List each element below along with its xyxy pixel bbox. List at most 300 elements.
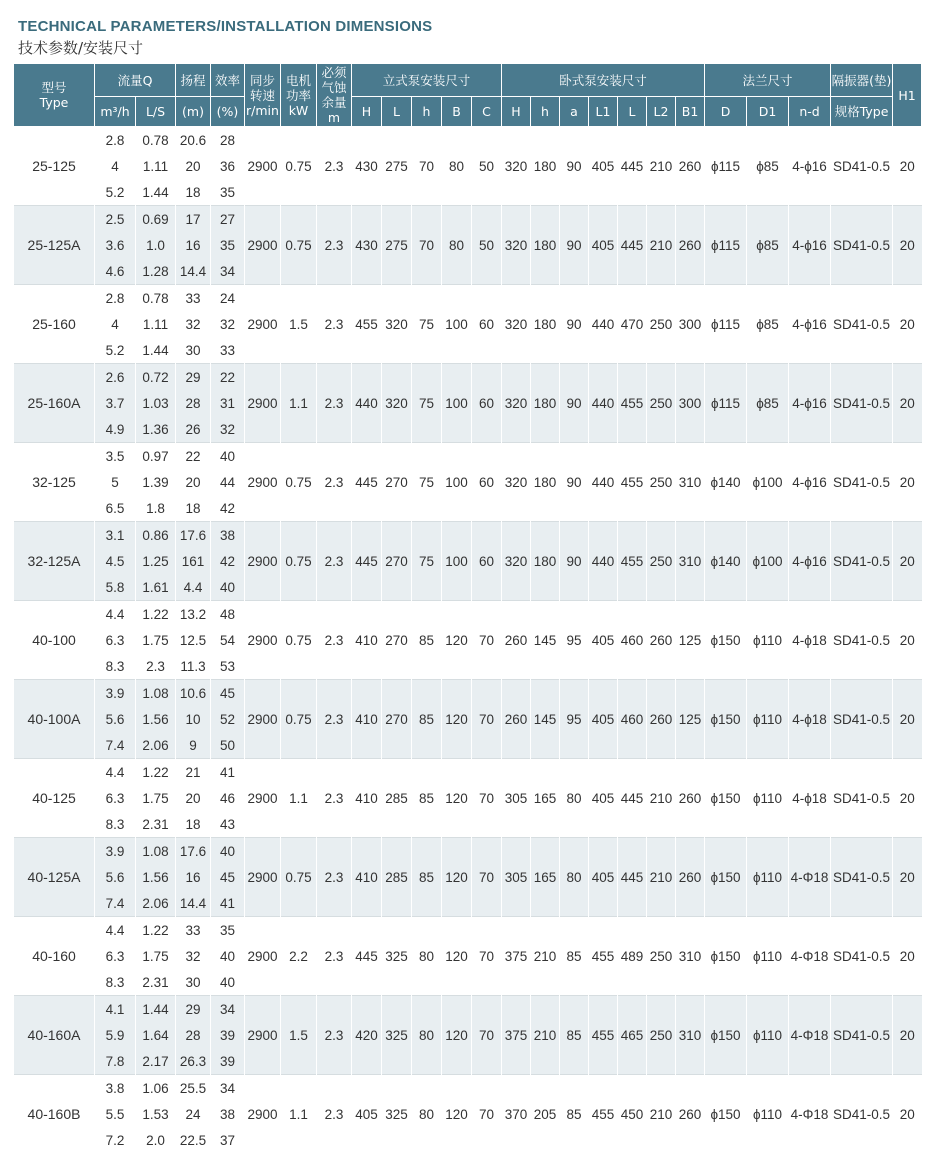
cell-vertical-dim: 85: [412, 680, 442, 759]
cell-vertical-dim: 430: [352, 206, 382, 285]
cell-flow-m3h: 6.3: [95, 627, 136, 653]
header-h-col: L1: [589, 97, 618, 127]
cell-eff: 22: [211, 364, 245, 391]
cell-horizontal-dim: 310: [676, 443, 705, 522]
table-row: [14, 838, 922, 865]
cell-head: 33: [176, 285, 211, 312]
cell-eff: 33: [211, 337, 245, 364]
header-speed-label: 同步转速: [249, 72, 275, 103]
cell-isolator: SD41-0.5: [831, 522, 893, 601]
header-npsh-label: 必须气蚀余量: [321, 65, 347, 110]
cell-horizontal-dim: 210: [647, 206, 676, 285]
table-row: [14, 601, 922, 628]
cell-vertical-dim: 70: [472, 759, 502, 838]
cell-flange-dim: ϕ85: [747, 285, 789, 364]
pump-group: [14, 364, 922, 443]
cell-flange-dim: ϕ110: [747, 1075, 789, 1154]
pump-group: [14, 206, 922, 285]
pump-group: [14, 127, 922, 206]
cell-type: 25-125A: [14, 206, 95, 285]
cell-npsh: 2.3: [317, 759, 352, 838]
cell-vertical-dim: 70: [472, 838, 502, 917]
header-h-col: a: [560, 97, 589, 127]
table-row: [14, 127, 922, 154]
pump-group: [14, 601, 922, 680]
header-head: 扬程: [176, 64, 211, 97]
cell-vertical-dim: 420: [352, 996, 382, 1075]
cell-horizontal-dim: 90: [560, 522, 589, 601]
cell-speed: 2900: [245, 759, 281, 838]
cell-flange-dim: ϕ110: [747, 601, 789, 680]
cell-horizontal-dim: 445: [618, 206, 647, 285]
cell-flange-dim: ϕ85: [747, 127, 789, 206]
header-v-col: L: [382, 97, 412, 127]
cell-flow-m3h: 5.6: [95, 864, 136, 890]
cell-vertical-dim: 275: [382, 127, 412, 206]
cell-head: 30: [176, 969, 211, 996]
cell-horizontal-dim: 180: [531, 285, 560, 364]
cell-head: 14.4: [176, 258, 211, 285]
cell-vertical-dim: 60: [472, 285, 502, 364]
cell-vertical-dim: 85: [412, 838, 442, 917]
pump-group: [14, 443, 922, 522]
header-eff: 效率: [211, 64, 245, 97]
cell-head: 14.4: [176, 890, 211, 917]
cell-head: 28: [176, 390, 211, 416]
cell-npsh: 2.3: [317, 522, 352, 601]
cell-speed: 2900: [245, 917, 281, 996]
cell-horizontal-dim: 455: [589, 1075, 618, 1154]
cell-flange-dim: 4-Φ18: [789, 996, 831, 1075]
cell-flow-m3h: 3.7: [95, 390, 136, 416]
cell-flow-m3h: 3.9: [95, 838, 136, 865]
cell-npsh: 2.3: [317, 996, 352, 1075]
cell-flow-m3h: 2.6: [95, 364, 136, 391]
cell-power: 0.75: [281, 522, 317, 601]
cell-speed: 2900: [245, 127, 281, 206]
cell-flow-ls: 1.0: [136, 232, 176, 258]
cell-flange-dim: ϕ85: [747, 364, 789, 443]
cell-vertical-dim: 455: [352, 285, 382, 364]
cell-flow-ls: 1.64: [136, 1022, 176, 1048]
cell-h1: 20: [893, 917, 922, 996]
cell-horizontal-dim: 405: [589, 601, 618, 680]
cell-eff: 40: [211, 443, 245, 470]
cell-isolator: SD41-0.5: [831, 1075, 893, 1154]
table-row: [14, 1075, 922, 1102]
cell-horizontal-dim: 310: [676, 522, 705, 601]
cell-eff: 36: [211, 153, 245, 179]
cell-horizontal-dim: 165: [531, 838, 560, 917]
cell-horizontal-dim: 455: [589, 996, 618, 1075]
cell-horizontal-dim: 320: [502, 127, 531, 206]
cell-horizontal-dim: 210: [531, 917, 560, 996]
cell-eff: 35: [211, 232, 245, 258]
cell-vertical-dim: 270: [382, 601, 412, 680]
cell-flow-ls: 2.31: [136, 811, 176, 838]
header-head-unit: (m): [176, 97, 211, 127]
cell-vertical-dim: 85: [412, 759, 442, 838]
cell-npsh: 2.3: [317, 443, 352, 522]
cell-speed: 2900: [245, 443, 281, 522]
cell-horizontal-dim: 450: [618, 1075, 647, 1154]
cell-type: 40-160A: [14, 996, 95, 1075]
cell-horizontal-dim: 405: [589, 206, 618, 285]
cell-type: 32-125A: [14, 522, 95, 601]
cell-type: 40-125: [14, 759, 95, 838]
cell-flow-ls: 1.28: [136, 258, 176, 285]
cell-eff: 46: [211, 785, 245, 811]
cell-npsh: 2.3: [317, 206, 352, 285]
header-h-col: L2: [647, 97, 676, 127]
pump-group: [14, 522, 922, 601]
cell-eff: 32: [211, 416, 245, 443]
cell-speed: 2900: [245, 996, 281, 1075]
cell-horizontal-dim: 440: [589, 364, 618, 443]
cell-horizontal-dim: 465: [618, 996, 647, 1075]
cell-type: 40-160: [14, 917, 95, 996]
cell-eff: 35: [211, 179, 245, 206]
header-h-col: h: [531, 97, 560, 127]
cell-horizontal-dim: 460: [618, 601, 647, 680]
cell-flow-ls: 0.69: [136, 206, 176, 233]
cell-head: 20: [176, 153, 211, 179]
cell-power: 0.75: [281, 127, 317, 206]
cell-head: 161: [176, 548, 211, 574]
cell-head: 18: [176, 495, 211, 522]
cell-flange-dim: ϕ150: [705, 917, 747, 996]
cell-flange-dim: ϕ150: [705, 680, 747, 759]
cell-npsh: 2.3: [317, 838, 352, 917]
cell-horizontal-dim: 460: [618, 680, 647, 759]
cell-flange-dim: ϕ150: [705, 601, 747, 680]
spec-table: [13, 63, 922, 1153]
cell-flow-m3h: 3.1: [95, 522, 136, 549]
cell-eff: 50: [211, 732, 245, 759]
cell-type: 32-125: [14, 443, 95, 522]
cell-horizontal-dim: 80: [560, 759, 589, 838]
cell-vertical-dim: 70: [472, 1075, 502, 1154]
pump-group: [14, 996, 922, 1075]
cell-isolator: SD41-0.5: [831, 680, 893, 759]
cell-horizontal-dim: 320: [502, 206, 531, 285]
cell-flow-m3h: 5.8: [95, 574, 136, 601]
cell-vertical-dim: 320: [382, 285, 412, 364]
header-npsh: [317, 64, 352, 127]
cell-flange-dim: ϕ115: [705, 206, 747, 285]
cell-eff: 45: [211, 680, 245, 707]
cell-horizontal-dim: 260: [676, 838, 705, 917]
cell-vertical-dim: 445: [352, 443, 382, 522]
pump-group: [14, 759, 922, 838]
header-flow-m3h: m³/h: [95, 97, 136, 127]
cell-flow-ls: 1.39: [136, 469, 176, 495]
cell-horizontal-dim: 210: [647, 1075, 676, 1154]
cell-npsh: 2.3: [317, 285, 352, 364]
cell-eff: 39: [211, 1022, 245, 1048]
cell-head: 10: [176, 706, 211, 732]
cell-head: 28: [176, 1022, 211, 1048]
cell-horizontal-dim: 210: [647, 127, 676, 206]
cell-flow-ls: 1.22: [136, 601, 176, 628]
cell-type: 25-125: [14, 127, 95, 206]
cell-flow-m3h: 5: [95, 469, 136, 495]
cell-eff: 52: [211, 706, 245, 732]
cell-horizontal-dim: 455: [618, 443, 647, 522]
cell-vertical-dim: 270: [382, 443, 412, 522]
cell-h1: 20: [893, 1075, 922, 1154]
cell-power: 0.75: [281, 601, 317, 680]
cell-eff: 28: [211, 127, 245, 154]
header-motor-unit: kW: [288, 102, 309, 118]
cell-flow-ls: 0.86: [136, 522, 176, 549]
cell-flow-ls: 1.22: [136, 759, 176, 786]
cell-horizontal-dim: 320: [502, 522, 531, 601]
cell-type: 40-100: [14, 601, 95, 680]
cell-npsh: 2.3: [317, 364, 352, 443]
cell-horizontal-dim: 260: [676, 206, 705, 285]
cell-isolator: SD41-0.5: [831, 838, 893, 917]
header-f-col: D1: [747, 97, 789, 127]
cell-power: 1.5: [281, 285, 317, 364]
cell-horizontal-dim: 85: [560, 996, 589, 1075]
cell-horizontal-dim: 250: [647, 917, 676, 996]
cell-eff: 40: [211, 574, 245, 601]
cell-h1: 20: [893, 364, 922, 443]
cell-flow-m3h: 8.3: [95, 811, 136, 838]
cell-horizontal-dim: 260: [502, 680, 531, 759]
cell-npsh: 2.3: [317, 680, 352, 759]
cell-horizontal-dim: 405: [589, 680, 618, 759]
header-speed-unit: r/min: [246, 102, 279, 118]
cell-horizontal-dim: 445: [618, 759, 647, 838]
cell-flow-ls: 1.61: [136, 574, 176, 601]
cell-flow-ls: 2.06: [136, 732, 176, 759]
cell-horizontal-dim: 375: [502, 917, 531, 996]
cell-vertical-dim: 60: [472, 443, 502, 522]
table-row: [14, 443, 922, 470]
cell-eff: 37: [211, 1127, 245, 1153]
cell-speed: 2900: [245, 838, 281, 917]
cell-flow-ls: 1.75: [136, 943, 176, 969]
header-v-col: C: [472, 97, 502, 127]
cell-vertical-dim: 80: [442, 127, 472, 206]
cell-flow-m3h: 3.8: [95, 1075, 136, 1102]
cell-head: 17: [176, 206, 211, 233]
cell-vertical-dim: 70: [472, 601, 502, 680]
cell-horizontal-dim: 305: [502, 759, 531, 838]
cell-flow-m3h: 4: [95, 311, 136, 337]
cell-flow-ls: 1.75: [136, 785, 176, 811]
cell-horizontal-dim: 210: [647, 838, 676, 917]
cell-horizontal-dim: 445: [618, 838, 647, 917]
cell-flow-ls: 1.08: [136, 680, 176, 707]
cell-head: 30: [176, 337, 211, 364]
header-h-col: B1: [676, 97, 705, 127]
cell-power: 0.75: [281, 838, 317, 917]
cell-horizontal-dim: 145: [531, 680, 560, 759]
cell-horizontal-dim: 260: [676, 759, 705, 838]
cell-eff: 54: [211, 627, 245, 653]
cell-flow-m3h: 3.6: [95, 232, 136, 258]
cell-horizontal-dim: 250: [647, 285, 676, 364]
cell-flow-m3h: 4.1: [95, 996, 136, 1023]
header-motor: [281, 64, 317, 127]
pump-group: [14, 680, 922, 759]
cell-flow-m3h: 6.3: [95, 943, 136, 969]
cell-vertical-dim: 75: [412, 443, 442, 522]
cell-horizontal-dim: 125: [676, 680, 705, 759]
cell-vertical-dim: 70: [412, 206, 442, 285]
cell-flow-ls: 1.36: [136, 416, 176, 443]
cell-horizontal-dim: 489: [618, 917, 647, 996]
cell-horizontal-dim: 180: [531, 364, 560, 443]
cell-isolator: SD41-0.5: [831, 364, 893, 443]
cell-flange-dim: ϕ110: [747, 680, 789, 759]
cell-npsh: 2.3: [317, 1075, 352, 1154]
cell-head: 18: [176, 179, 211, 206]
cell-horizontal-dim: 260: [647, 601, 676, 680]
cell-vertical-dim: 60: [472, 364, 502, 443]
cell-h1: 20: [893, 759, 922, 838]
cell-flange-dim: 4-ϕ16: [789, 443, 831, 522]
cell-eff: 53: [211, 653, 245, 680]
cell-flow-m3h: 4.4: [95, 759, 136, 786]
header-type: [14, 64, 95, 127]
cell-flow-ls: 0.97: [136, 443, 176, 470]
cell-vertical-dim: 430: [352, 127, 382, 206]
cell-vertical-dim: 320: [382, 364, 412, 443]
cell-head: 33: [176, 917, 211, 944]
cell-type: 40-100A: [14, 680, 95, 759]
table-row: [14, 364, 922, 391]
cell-head: 10.6: [176, 680, 211, 707]
cell-flow-m3h: 7.4: [95, 732, 136, 759]
cell-h1: 20: [893, 996, 922, 1075]
cell-horizontal-dim: 320: [502, 364, 531, 443]
cell-flow-m3h: 3.9: [95, 680, 136, 707]
cell-head: 16: [176, 864, 211, 890]
cell-flange-dim: 4-ϕ18: [789, 680, 831, 759]
cell-flow-m3h: 7.8: [95, 1048, 136, 1075]
cell-flow-m3h: 6.5: [95, 495, 136, 522]
cell-flange-dim: 4-ϕ16: [789, 364, 831, 443]
cell-flange-dim: ϕ100: [747, 522, 789, 601]
cell-head: 11.3: [176, 653, 211, 680]
cell-power: 0.75: [281, 443, 317, 522]
cell-horizontal-dim: 455: [618, 522, 647, 601]
cell-h1: 20: [893, 127, 922, 206]
cell-vertical-dim: 445: [352, 917, 382, 996]
header-f-col: n-d: [789, 97, 831, 127]
table-row: [14, 206, 922, 233]
cell-horizontal-dim: 445: [618, 127, 647, 206]
cell-vertical-dim: 80: [412, 996, 442, 1075]
cell-flow-ls: 1.08: [136, 838, 176, 865]
cell-vertical-dim: 440: [352, 364, 382, 443]
header-f-col: D: [705, 97, 747, 127]
cell-vertical-dim: 100: [442, 443, 472, 522]
cell-head: 4.4: [176, 574, 211, 601]
cell-horizontal-dim: 90: [560, 285, 589, 364]
cell-flow-m3h: 5.2: [95, 179, 136, 206]
cell-flange-dim: ϕ140: [705, 522, 747, 601]
cell-speed: 2900: [245, 1075, 281, 1154]
cell-eff: 31: [211, 390, 245, 416]
cell-horizontal-dim: 305: [502, 838, 531, 917]
cell-vertical-dim: 75: [412, 285, 442, 364]
cell-vertical-dim: 325: [382, 917, 412, 996]
header-h1: H1: [893, 64, 922, 127]
cell-flow-m3h: 4.9: [95, 416, 136, 443]
cell-horizontal-dim: 260: [502, 601, 531, 680]
cell-flange-dim: 4-ϕ18: [789, 759, 831, 838]
cell-flow-ls: 1.25: [136, 548, 176, 574]
cell-type: 25-160: [14, 285, 95, 364]
cell-horizontal-dim: 455: [589, 917, 618, 996]
cell-eff: 41: [211, 759, 245, 786]
cell-eff: 40: [211, 943, 245, 969]
cell-flow-ls: 2.06: [136, 890, 176, 917]
cell-eff: 48: [211, 601, 245, 628]
cell-isolator: SD41-0.5: [831, 206, 893, 285]
cell-head: 17.6: [176, 838, 211, 865]
table-row: [14, 680, 922, 707]
cell-flow-m3h: 4.5: [95, 548, 136, 574]
cell-horizontal-dim: 320: [502, 443, 531, 522]
cell-h1: 20: [893, 206, 922, 285]
cell-vertical-dim: 80: [442, 206, 472, 285]
cell-vertical-dim: 120: [442, 601, 472, 680]
cell-eff: 35: [211, 917, 245, 944]
cell-type: 40-160B: [14, 1075, 95, 1154]
cell-horizontal-dim: 440: [589, 443, 618, 522]
cell-horizontal-dim: 180: [531, 206, 560, 285]
header-motor-label: 电机功率: [285, 72, 311, 103]
cell-head: 26: [176, 416, 211, 443]
cell-vertical-dim: 70: [472, 996, 502, 1075]
cell-flow-ls: 0.78: [136, 127, 176, 154]
cell-power: 2.2: [281, 917, 317, 996]
cell-isolator: SD41-0.5: [831, 443, 893, 522]
cell-vertical-dim: 120: [442, 1075, 472, 1154]
cell-horizontal-dim: 145: [531, 601, 560, 680]
cell-npsh: 2.3: [317, 917, 352, 996]
cell-horizontal-dim: 250: [647, 364, 676, 443]
cell-horizontal-dim: 80: [560, 838, 589, 917]
cell-vertical-dim: 75: [412, 364, 442, 443]
cell-flow-m3h: 5.6: [95, 706, 136, 732]
pump-group: [14, 838, 922, 917]
cell-head: 20: [176, 469, 211, 495]
cell-flow-m3h: 4.6: [95, 258, 136, 285]
cell-speed: 2900: [245, 285, 281, 364]
table-row: [14, 759, 922, 786]
cell-flow-m3h: 3.5: [95, 443, 136, 470]
table-row: [14, 522, 922, 549]
cell-horizontal-dim: 205: [531, 1075, 560, 1154]
cell-flow-ls: 1.8: [136, 495, 176, 522]
cell-vertical-dim: 270: [382, 680, 412, 759]
header-h-col: L: [618, 97, 647, 127]
cell-flow-ls: 1.44: [136, 179, 176, 206]
cell-head: 20.6: [176, 127, 211, 154]
cell-eff: 41: [211, 890, 245, 917]
cell-h1: 20: [893, 838, 922, 917]
cell-flange-dim: ϕ150: [705, 838, 747, 917]
cell-horizontal-dim: 310: [676, 917, 705, 996]
cell-flange-dim: 4-ϕ16: [789, 206, 831, 285]
